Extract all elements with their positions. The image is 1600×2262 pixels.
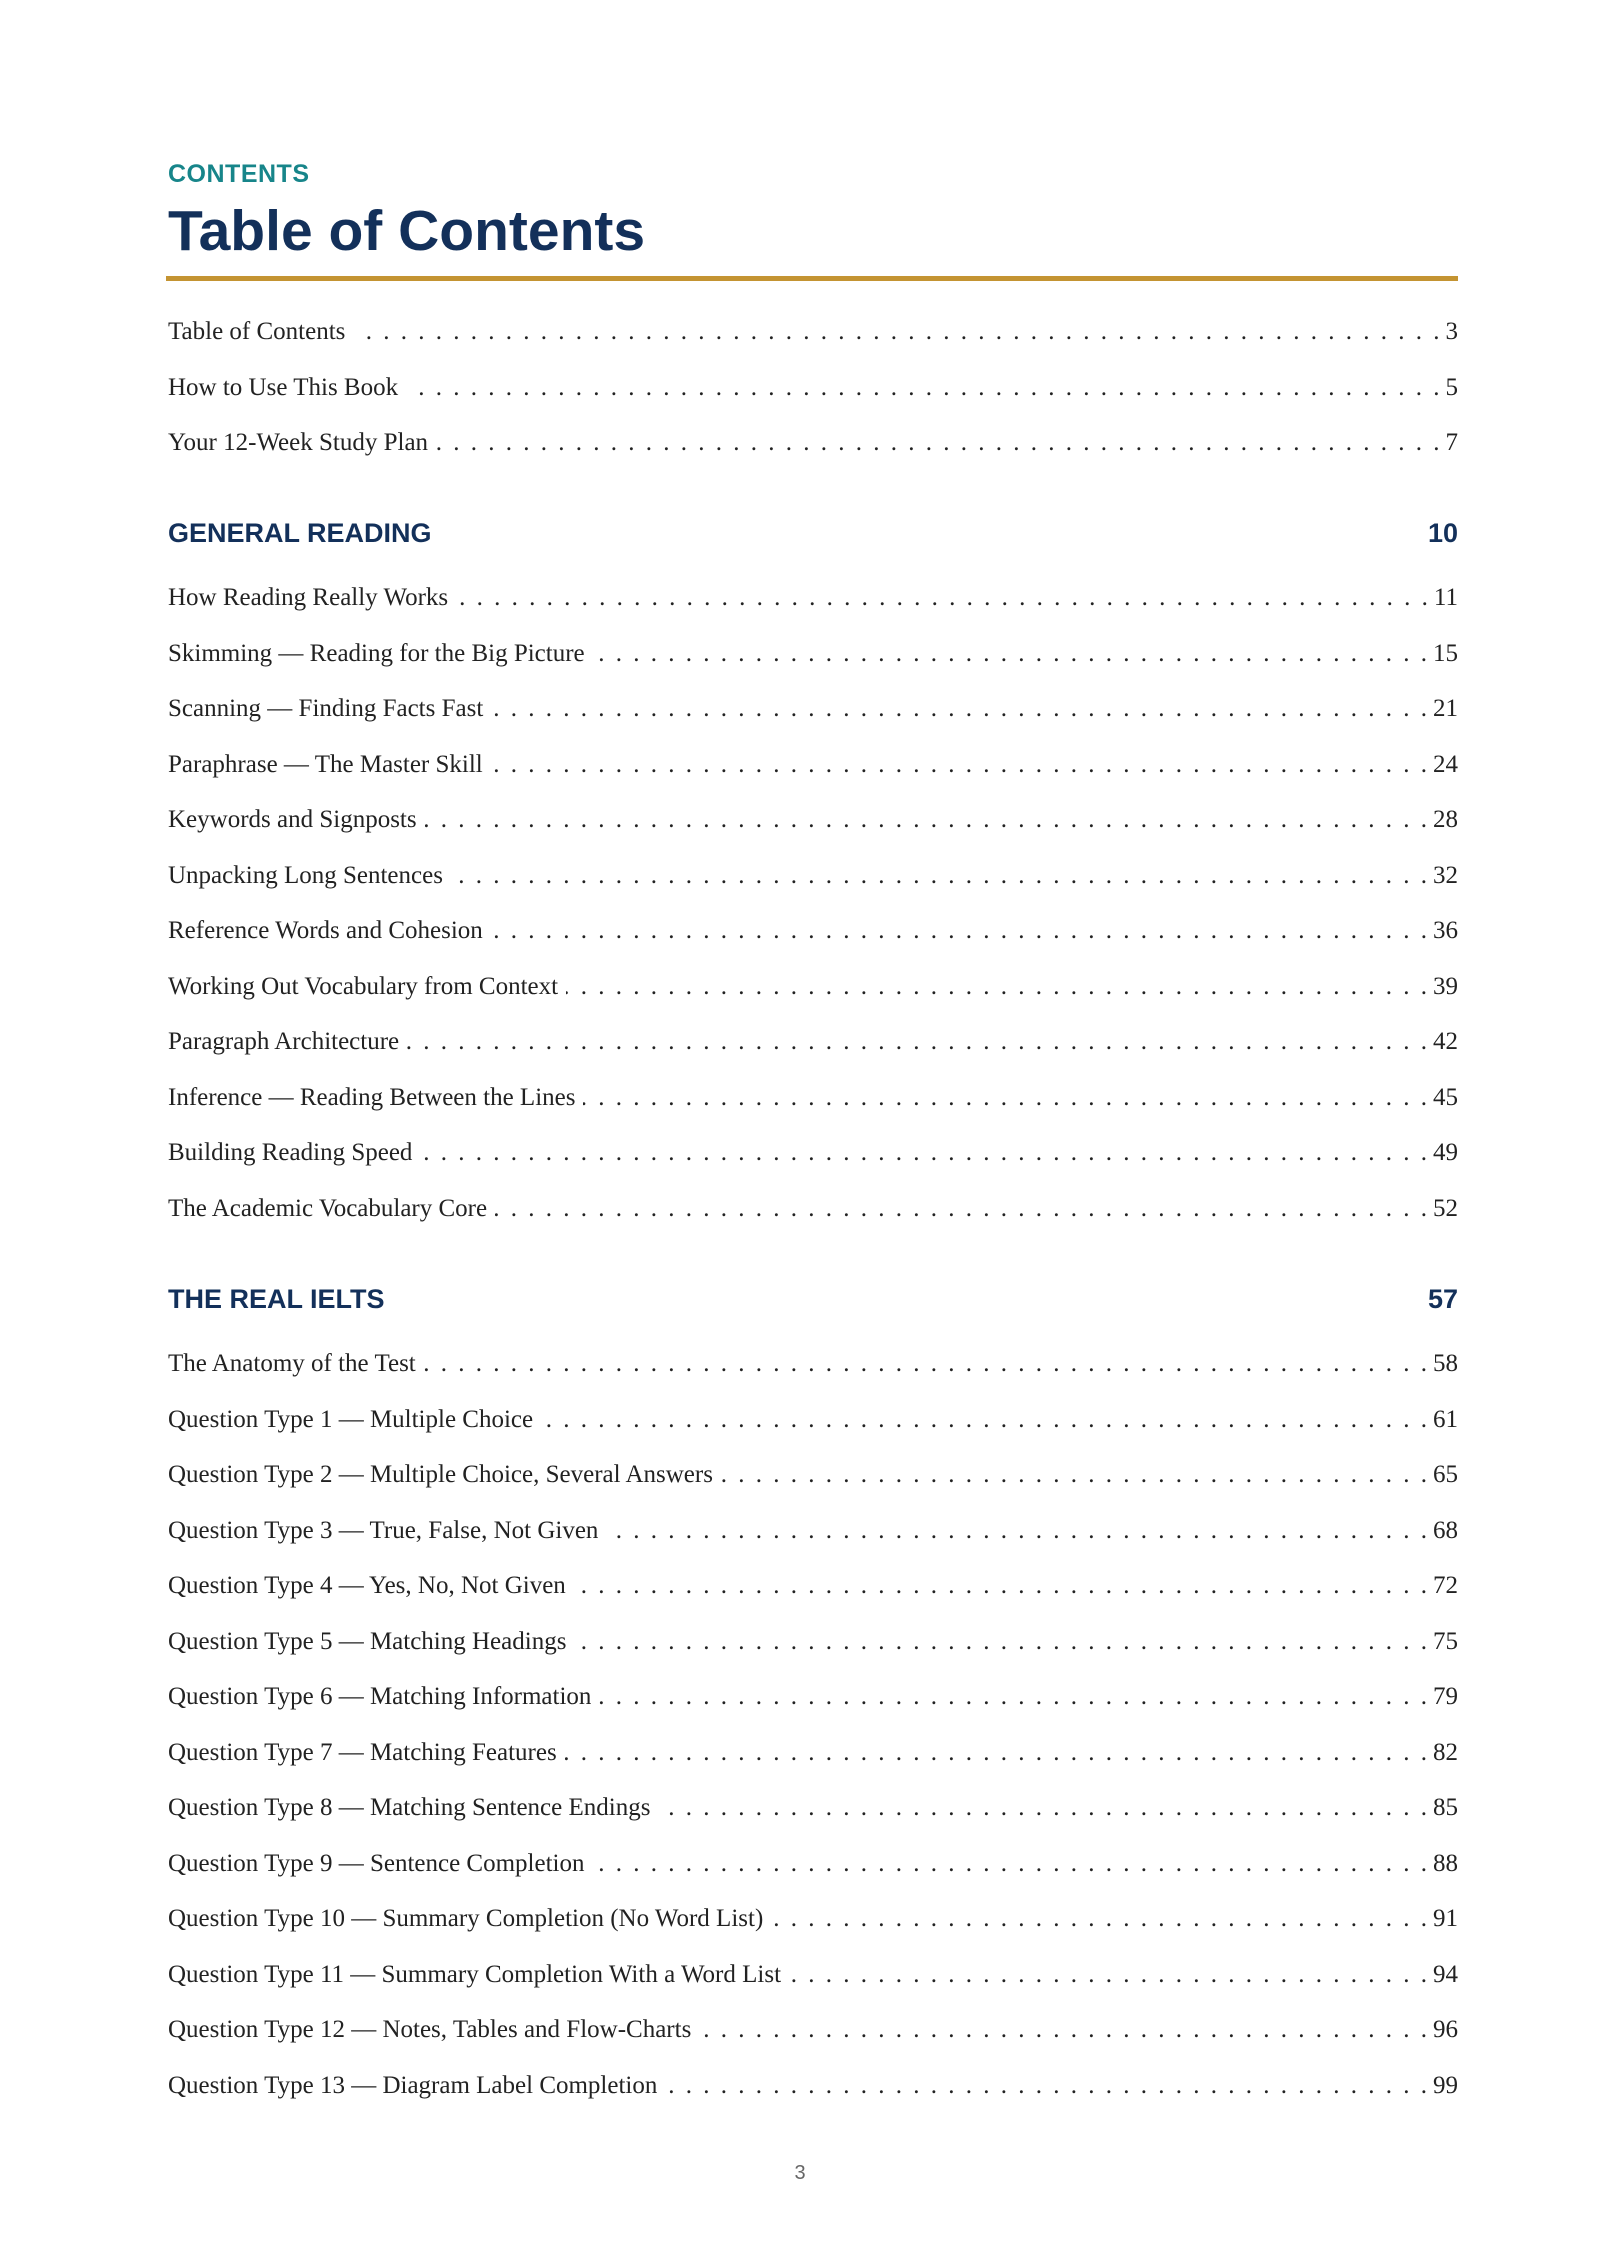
toc-entry-label: Working Out Vocabulary from Context [168,973,559,1000]
toc-entry[interactable] [168,1735,1458,1771]
toc-entry-page: 68 [1433,1517,1458,1544]
toc-entry-page: 94 [1433,1961,1458,1988]
toc-entry[interactable] [168,1846,1458,1882]
toc-entry-label: Question Type 11 — Summary Completion With a Word List [168,1961,782,1988]
toc-entry[interactable] [168,1402,1458,1438]
dot-leader [566,969,1427,1005]
section-heading-the-real-ielts[interactable] [168,1284,1458,1324]
toc-entry[interactable] [168,1790,1458,1826]
toc-entry-label: Question Type 5 — Matching Headings [168,1628,567,1655]
section-page: 10 [1427,518,1458,548]
toc-entry-page: 39 [1433,973,1458,1000]
toc-entry[interactable] [168,802,1458,838]
dot-leader [606,1513,1427,1549]
section-heading-general-reading[interactable] [168,518,1458,558]
toc-entry-label: Building Reading Speed [168,1139,413,1166]
toc-entry-page: 15 [1433,640,1458,667]
toc-entry-label: Question Type 1 — Multiple Choice [168,1406,534,1433]
toc-entry-page: 36 [1433,917,1458,944]
toc-entry-page: 45 [1433,1084,1458,1111]
toc-entry[interactable] [168,1513,1458,1549]
dot-leader [665,2068,1427,2104]
toc-entry[interactable] [168,1679,1458,1715]
dot-leader [574,1624,1427,1660]
dot-leader [593,636,1427,672]
toc-entry-page: 58 [1433,1350,1458,1377]
toc-entry[interactable] [168,1191,1458,1227]
toc-entry-page: 91 [1433,1905,1458,1932]
toc-entry-page: 24 [1433,751,1458,778]
toc-entry-page: 28 [1433,806,1458,833]
toc-entry-page: 65 [1433,1461,1458,1488]
toc-entry[interactable] [168,969,1458,1005]
dot-leader [406,370,1439,406]
toc-entry[interactable] [168,370,1458,406]
toc-entry[interactable] [168,1135,1458,1171]
dot-leader [592,1846,1427,1882]
toc-entry-page: 99 [1433,2072,1458,2099]
toc-entry-label: Paraphrase — The Master Skill [168,751,483,778]
dot-leader [565,1735,1427,1771]
toc-entry-label: The Anatomy of the Test [168,1350,416,1377]
toc-entry[interactable] [168,636,1458,672]
toc-entry-label: Your 12-Week Study Plan [168,429,429,456]
section-kicker: CONTENTS [168,160,310,188]
toc-entry-page: 49 [1433,1139,1458,1166]
toc-entry-label: Question Type 10 — Summary Completion (No Word List) [168,1905,764,1932]
dot-leader [407,1024,1427,1060]
toc-entry-page: 75 [1433,1628,1458,1655]
toc-entry-label: Question Type 8 — Matching Sentence Endings [168,1794,651,1821]
toc-entry-label: Question Type 9 — Sentence Completion [168,1850,585,1877]
toc-entry[interactable] [168,2012,1458,2048]
toc-entry-label: Question Type 13 — Diagram Label Completion [168,2072,658,2099]
toc-entry-label: Inference — Reading Between the Lines [168,1084,576,1111]
toc-entry-page: 85 [1433,1794,1458,1821]
dot-leader [495,1191,1427,1227]
toc-entry[interactable] [168,747,1458,783]
toc-entry-page: 7 [1445,429,1458,456]
toc-entry-label: Question Type 12 — Notes, Tables and Flow-Charts [168,2016,692,2043]
toc-entry-page: 82 [1433,1739,1458,1766]
toc-entry[interactable] [168,425,1458,461]
toc-entry[interactable] [168,1568,1458,1604]
toc-entry[interactable] [168,1080,1458,1116]
toc-entry-page: 32 [1433,862,1458,889]
dot-leader [420,1135,1427,1171]
toc-entry-label: Skimming — Reading for the Big Picture [168,640,585,667]
dot-leader [436,425,1439,461]
toc-entry-label: Unpacking Long Sentences [168,862,443,889]
dot-leader [574,1568,1427,1604]
toc-entry[interactable] [168,1624,1458,1660]
toc-entry-page: 52 [1433,1195,1458,1222]
dot-leader [699,2012,1427,2048]
dot-leader [353,314,1439,350]
toc-entry-page: 61 [1433,1406,1458,1433]
toc-entry[interactable] [168,2068,1458,2104]
dot-leader [771,1901,1427,1937]
toc-entry[interactable] [168,1024,1458,1060]
toc-entry[interactable] [168,1901,1458,1937]
dot-leader [491,913,1427,949]
toc-entry-label: Question Type 3 — True, False, Not Given [168,1517,599,1544]
toc-entry[interactable] [168,691,1458,727]
toc-entry-page: 21 [1433,695,1458,722]
dot-leader [424,1346,1427,1382]
toc-entry[interactable] [168,1957,1458,1993]
toc-entry-label: Question Type 4 — Yes, No, Not Given [168,1572,566,1599]
dot-leader [456,580,1428,616]
section-title: GENERAL READING [168,518,432,548]
toc-entry[interactable] [168,858,1458,894]
toc-entry-page: 5 [1445,374,1458,401]
dot-leader [491,747,1427,783]
toc-entry-label: Question Type 2 — Multiple Choice, Several Answers [168,1461,713,1488]
page-number: 3 [794,2162,806,2184]
page-title: Table of Contents [168,199,646,263]
dot-leader [721,1457,1427,1493]
toc-entry-page: 42 [1433,1028,1458,1055]
toc-entry-label: Scanning — Finding Facts Fast [168,695,484,722]
toc-entry[interactable] [168,314,1458,350]
section-page: 57 [1427,1284,1458,1314]
dot-leader [583,1080,1427,1116]
toc-entry-label: Keywords and Signposts [168,806,417,833]
toc-entry-label: The Academic Vocabulary Core [168,1195,488,1222]
toc-entry-label: Question Type 7 — Matching Features [168,1739,557,1766]
toc-entry[interactable] [168,1346,1458,1382]
toc-entry-label: Reference Words and Cohesion [168,917,483,944]
toc-entry-page: 11 [1433,584,1458,611]
toc-entry-page: 3 [1445,318,1458,345]
toc-entry-label: How to Use This Book [168,374,399,401]
toc-entry-label: Table of Contents [168,318,346,345]
toc-entry-page: 88 [1433,1850,1458,1877]
dot-leader [789,1957,1427,1993]
toc-entry-label: How Reading Really Works [168,584,449,611]
dot-leader [491,691,1427,727]
toc-entry-page: 79 [1433,1683,1458,1710]
toc-entry[interactable] [168,580,1458,616]
toc-entry-page: 96 [1433,2016,1458,2043]
title-underline [166,276,1458,281]
toc-entry[interactable] [168,913,1458,949]
section-title: THE REAL IELTS [168,1284,385,1314]
dot-leader [425,802,1427,838]
dot-leader [658,1790,1427,1826]
dot-leader [451,858,1427,894]
dot-leader [599,1679,1427,1715]
toc-entry[interactable] [168,1457,1458,1493]
toc-entry-label: Question Type 6 — Matching Information [168,1683,592,1710]
toc-entry-page: 72 [1433,1572,1458,1599]
dot-leader [541,1402,1427,1438]
toc-entry-label: Paragraph Architecture [168,1028,400,1055]
